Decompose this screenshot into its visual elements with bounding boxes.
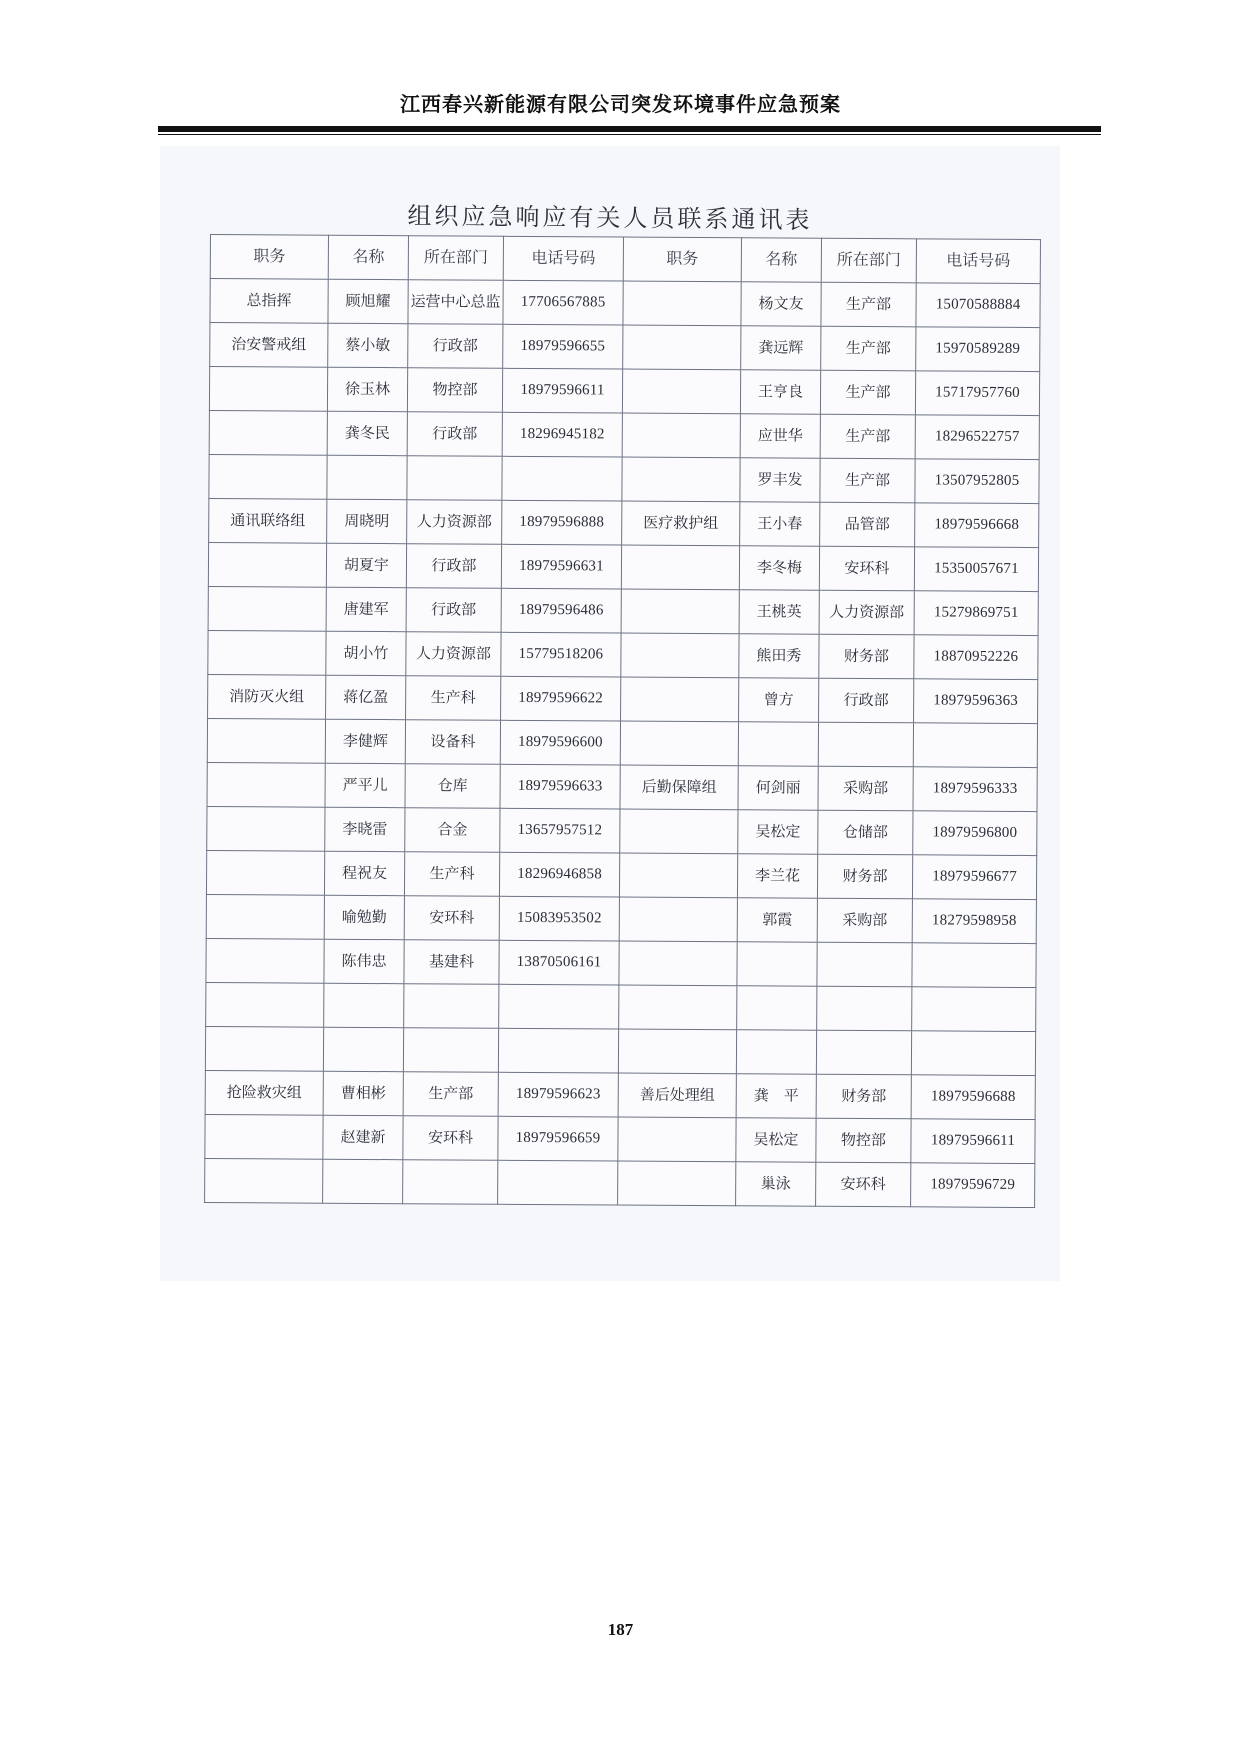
table-cell [209, 367, 327, 412]
table-cell: 基建科 [404, 940, 499, 985]
table-cell: 李晓雷 [325, 807, 405, 851]
table-cell [737, 942, 817, 986]
header-rule-thick [158, 126, 1101, 132]
table-cell: 财务部 [816, 1074, 911, 1119]
table-cell [209, 410, 327, 455]
phone-cell: 15350057671 [914, 547, 1038, 592]
table-cell: 龚 平 [736, 1074, 816, 1118]
table-cell: 郭霞 [737, 898, 817, 942]
table-cell [622, 457, 740, 502]
table-cell: 人力资源部 [407, 500, 502, 545]
table-cell [206, 938, 324, 983]
table-cell: 采购部 [817, 898, 912, 943]
table-cell: 唐建军 [326, 587, 406, 631]
table-cell: 王小春 [740, 502, 820, 546]
phone-cell [499, 984, 619, 1029]
table-cell: 行政部 [406, 588, 501, 633]
phone-cell: 18279598958 [912, 899, 1036, 944]
table-cell: 后勤保障组 [620, 765, 738, 810]
table-cell: 财务部 [817, 854, 912, 899]
table-row [210, 279, 1040, 328]
table-cell: 李健辉 [325, 719, 405, 763]
table-cell: 通讯联络组 [209, 498, 327, 543]
header-rule-thin [158, 134, 1101, 135]
table-cell [619, 985, 737, 1030]
table-cell [618, 1161, 736, 1206]
table-cell [206, 982, 324, 1027]
table-cell: 李兰花 [737, 854, 817, 898]
table-cell: 王亨良 [740, 370, 820, 414]
header-cell: 所在部门 [408, 236, 503, 281]
phone-cell: 18979596623 [498, 1072, 618, 1117]
table-cell [207, 762, 325, 807]
table-cell: 生产部 [403, 1072, 498, 1117]
table-cell: 曹相彬 [323, 1071, 403, 1115]
table-cell [621, 633, 739, 678]
table-cell: 吴松定 [736, 1118, 816, 1162]
phone-cell: 18979596677 [912, 855, 1036, 900]
phone-cell: 18979596486 [501, 588, 621, 633]
phone-cell: 15279869751 [914, 591, 1038, 636]
table-cell [738, 722, 818, 766]
table-cell: 安环科 [819, 546, 914, 591]
table-cell [403, 1028, 498, 1073]
phone-cell: 18979596655 [503, 324, 623, 369]
table-cell [205, 1114, 323, 1159]
table-cell [817, 942, 912, 987]
phone-cell: 18979596633 [500, 764, 620, 809]
table-cell: 曾方 [739, 678, 819, 722]
table-row [208, 542, 1038, 591]
table-cell [623, 281, 741, 326]
table-row [206, 850, 1036, 899]
table-row [208, 630, 1038, 679]
table-cell: 赵建新 [323, 1115, 403, 1159]
table-cell: 蔡小敏 [328, 323, 408, 367]
table-cell: 生产部 [820, 458, 915, 503]
table-row [207, 762, 1037, 811]
scanned-table-image [160, 146, 1060, 1281]
table-cell: 生产部 [820, 370, 915, 415]
table-cell: 人力资源部 [406, 632, 501, 677]
table-row [209, 367, 1039, 416]
table-cell: 杨文友 [741, 282, 821, 326]
table-cell [619, 853, 737, 898]
phone-cell: 13870506161 [499, 940, 619, 985]
table-cell [621, 545, 739, 590]
page-header-title: 江西春兴新能源有限公司突发环境事件应急预案 [400, 92, 841, 116]
header-cell: 名称 [328, 235, 408, 279]
table-cell: 物控部 [816, 1118, 911, 1163]
table-cell [207, 718, 325, 763]
header-cell: 职务 [623, 237, 741, 282]
table-cell: 仓库 [405, 764, 500, 809]
table-cell [323, 1159, 403, 1203]
table-cell: 行政部 [407, 412, 502, 457]
table-cell: 财务部 [819, 634, 914, 679]
phone-cell [912, 943, 1036, 988]
phone-cell: 18870952226 [914, 635, 1038, 680]
phone-cell: 13657957512 [500, 808, 620, 853]
table-cell: 程祝友 [324, 851, 404, 895]
phone-cell: 18979596688 [911, 1075, 1035, 1120]
phone-cell: 18979596611 [911, 1119, 1035, 1164]
phone-cell: 15779518206 [501, 632, 621, 677]
table-cell [618, 1029, 736, 1074]
table-cell [324, 983, 404, 1027]
phone-cell: 18979596622 [501, 676, 621, 721]
table-cell: 生产科 [406, 676, 501, 721]
phone-cell: 18296946858 [499, 852, 619, 897]
table-cell: 合金 [405, 808, 500, 853]
table-cell: 善后处理组 [618, 1073, 736, 1118]
table-cell [327, 455, 407, 499]
table-cell: 生产部 [821, 326, 916, 371]
table-cell: 运营中心总监 [408, 280, 503, 325]
table-cell [621, 589, 739, 634]
table-row [208, 586, 1038, 635]
table-cell [622, 369, 740, 414]
table-row [208, 674, 1038, 723]
table-cell: 生产部 [820, 414, 915, 459]
table-cell [620, 721, 738, 766]
table-row [209, 410, 1039, 459]
table-cell [208, 586, 326, 631]
table-cell: 巢泳 [736, 1162, 816, 1206]
table-cell: 仓储部 [818, 810, 913, 855]
table-cell: 物控部 [407, 368, 502, 413]
phone-cell: 18979596729 [911, 1163, 1035, 1208]
table-cell: 熊田秀 [739, 634, 819, 678]
phone-cell: 18979596888 [502, 500, 622, 545]
page-number: 187 [607, 1620, 634, 1639]
table-cell [618, 1117, 736, 1162]
phone-cell [913, 723, 1037, 768]
table-row [206, 938, 1036, 987]
phone-cell: 15070588884 [916, 283, 1040, 328]
table-cell: 安环科 [816, 1162, 911, 1207]
table-cell: 何剑丽 [738, 766, 818, 810]
header-cell: 电话号码 [916, 239, 1040, 284]
phone-cell: 15717957760 [915, 371, 1039, 416]
table-cell: 医疗救护组 [622, 501, 740, 546]
table-cell: 罗丰发 [740, 458, 820, 502]
table-cell [818, 722, 913, 767]
contact-table [204, 234, 1041, 1208]
table-cell [404, 984, 499, 1029]
table-cell [403, 1160, 498, 1205]
table-cell: 陈伟忠 [324, 939, 404, 983]
table-cell: 安环科 [404, 896, 499, 941]
table-body [205, 279, 1041, 1208]
phone-cell: 18979596659 [498, 1116, 618, 1161]
table-cell: 徐玉林 [327, 367, 407, 411]
header-cell: 所在部门 [821, 238, 916, 283]
phone-cell [498, 1028, 618, 1073]
table-cell: 行政部 [408, 324, 503, 369]
table-row [209, 454, 1039, 503]
table-cell [323, 1027, 403, 1071]
table-cell: 蒋亿盈 [326, 675, 406, 719]
phone-cell: 18296522757 [915, 415, 1039, 460]
table-cell: 生产部 [821, 282, 916, 327]
phone-cell: 18979596800 [913, 811, 1037, 856]
table-cell: 胡夏宇 [326, 543, 406, 587]
table-cell [619, 897, 737, 942]
table-cell [737, 986, 817, 1030]
table-cell: 安环科 [403, 1116, 498, 1161]
table-cell [209, 454, 327, 499]
phone-cell: 18979596631 [501, 544, 621, 589]
table-cell: 吴松定 [738, 810, 818, 854]
table-cell: 胡小竹 [326, 631, 406, 675]
table-row [206, 894, 1036, 943]
phone-cell [911, 1031, 1035, 1076]
table-row [207, 806, 1037, 855]
phone-cell: 15970589289 [916, 327, 1040, 372]
table-cell [206, 894, 324, 939]
table-cell [208, 542, 326, 587]
phone-cell: 13507952805 [915, 459, 1039, 504]
table-cell: 消防灭火组 [208, 674, 326, 719]
table-cell [205, 1026, 323, 1071]
phone-cell: 18979596333 [913, 767, 1037, 812]
table-cell: 生产科 [404, 852, 499, 897]
table-cell: 王桃英 [739, 590, 819, 634]
table-row [205, 1026, 1035, 1075]
table-cell [619, 941, 737, 986]
phone-cell: 18979596611 [502, 368, 622, 413]
table-header-row [210, 235, 1040, 284]
phone-cell: 18296945182 [502, 412, 622, 457]
table-row [209, 498, 1039, 547]
table-cell: 严平儿 [325, 763, 405, 807]
table-cell: 设备科 [405, 720, 500, 765]
header-cell: 职务 [210, 235, 328, 280]
table-row [205, 1158, 1035, 1207]
table-cell: 人力资源部 [819, 590, 914, 635]
document-title: 组织应急响应有关人员联系通讯表 [407, 201, 813, 235]
table-cell [205, 1158, 323, 1203]
table-cell: 龚远辉 [741, 326, 821, 370]
table-cell: 抢险救灾组 [205, 1070, 323, 1115]
table-cell: 治安警戒组 [210, 323, 328, 368]
contact-table-wrapper [204, 234, 1040, 1208]
table-cell [407, 456, 502, 501]
table-cell [623, 325, 741, 370]
table-cell [736, 1030, 816, 1074]
table-cell [817, 986, 912, 1031]
table-cell: 周晓明 [327, 499, 407, 543]
table-cell: 行政部 [819, 678, 914, 723]
phone-cell: 18979596363 [914, 679, 1038, 724]
phone-cell [498, 1160, 618, 1205]
table-cell: 李冬梅 [739, 546, 819, 590]
table-cell [622, 413, 740, 458]
table-cell: 品管部 [820, 502, 915, 547]
table-cell: 行政部 [406, 544, 501, 589]
phone-cell [912, 987, 1036, 1032]
table-row [205, 1114, 1035, 1163]
table-cell [208, 630, 326, 675]
table-cell: 龚冬民 [327, 411, 407, 455]
table-cell [621, 677, 739, 722]
table-cell [816, 1030, 911, 1075]
header-cell: 名称 [741, 238, 821, 282]
table-cell [620, 809, 738, 854]
table-cell: 顾旭耀 [328, 279, 408, 323]
phone-cell [502, 456, 622, 501]
table-cell: 应世华 [740, 414, 820, 458]
table-row [207, 718, 1037, 767]
table-cell [207, 806, 325, 851]
table-row [205, 1070, 1035, 1119]
table-cell: 采购部 [818, 766, 913, 811]
phone-cell: 15083953502 [499, 896, 619, 941]
phone-cell: 18979596668 [915, 503, 1039, 548]
table-cell: 喻勉勤 [324, 895, 404, 939]
table-row [206, 982, 1036, 1031]
header-cell: 电话号码 [503, 236, 623, 281]
phone-cell: 17706567885 [503, 280, 623, 325]
table-cell: 总指挥 [210, 279, 328, 324]
table-cell [206, 850, 324, 895]
table-row [210, 323, 1040, 372]
phone-cell: 18979596600 [500, 720, 620, 765]
